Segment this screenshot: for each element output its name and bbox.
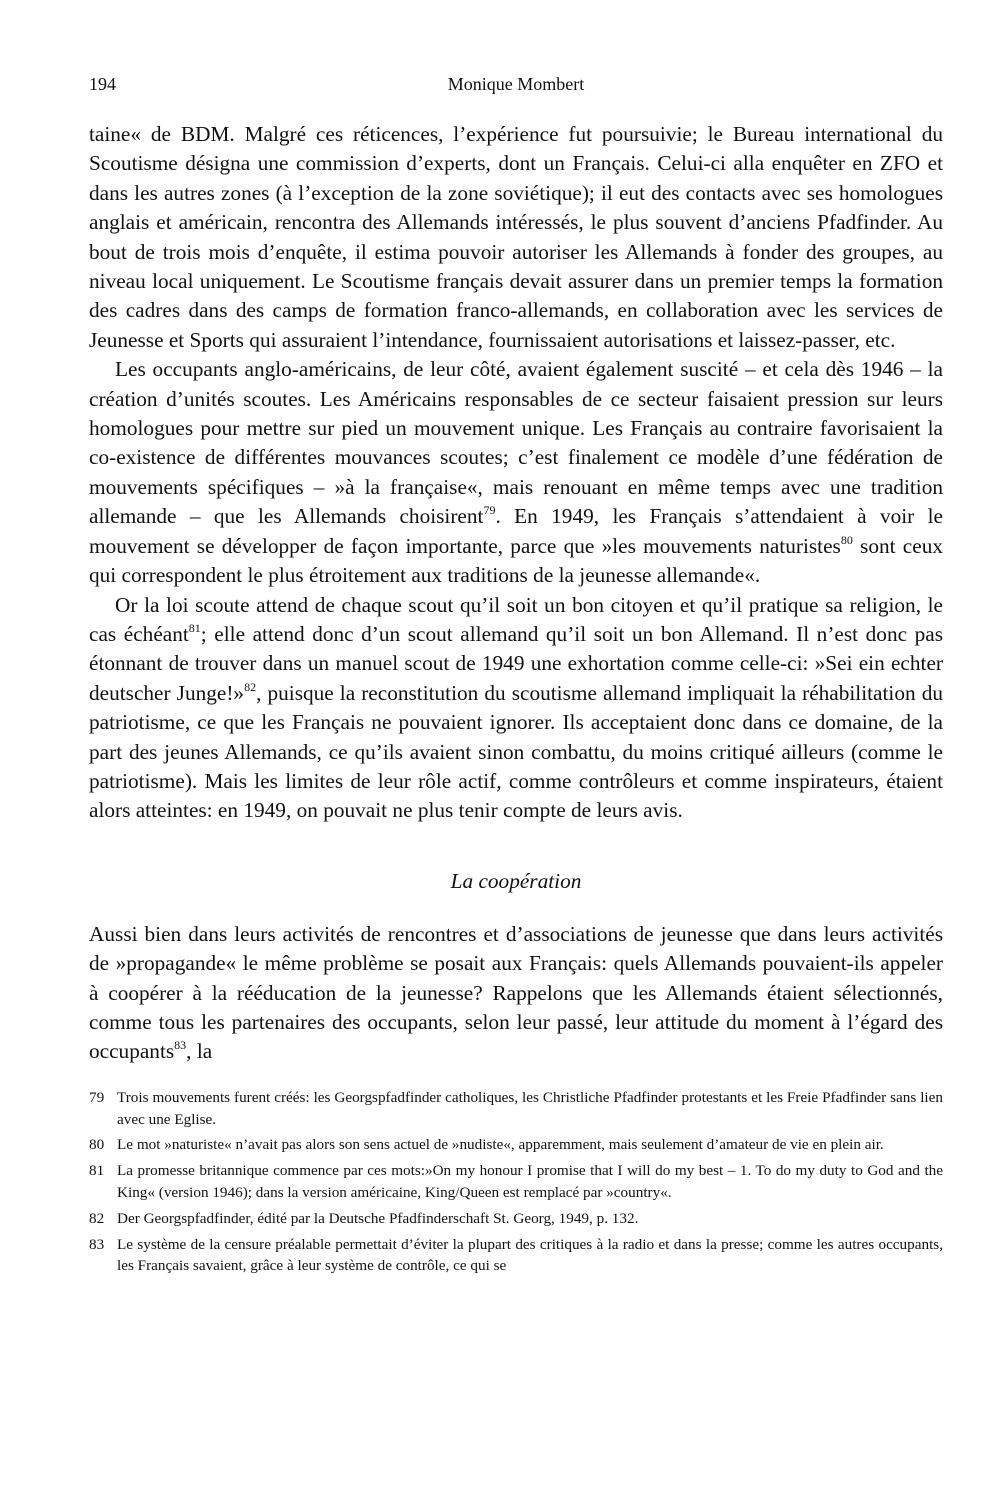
page-number: 194 [89, 74, 116, 94]
footnote-number: 79 [89, 1088, 105, 1106]
section-heading: La coopération [450, 868, 582, 893]
footnote-number: 80 [89, 1136, 105, 1154]
footnote-text: Le système de la censure préalable permettait d’éviter la plupart des critiques à la radio et dans la presse; comme les autres occupants, les Français savaient, grâce à leur système de contrôle, ce qui se [117, 1235, 943, 1275]
footnote [89, 1134, 943, 1156]
footnote-ref-80: 80 [840, 532, 853, 547]
paragraph-2-text-a: Les occupants anglo-américains, de leur côté, avaient également suscité – et cela dès 1946 – la création d’unités scoutes. Les Américains responsables de ce secteur faisaient pression sur leurs homologues pour mettre sur pied un mouvement unique. Les Français au contraire favorisaient la co-existence de différentes mouvances scoutes; c’est finalement ce modèle d’une fédération de mouvements spécifiques – »à la française«, mais renouant en même temps avec une tradition allemande – que les Allemands choisirent [89, 357, 943, 529]
footnote [89, 1160, 943, 1204]
paragraph-3 [89, 591, 943, 826]
paragraph-2-text-b: . En 1949, les Français s’attendaient à voir le mouvement se développer de façon importante, parce que »les mouvements naturistes [89, 504, 943, 558]
paragraph-2-text-c: sont ceux qui correspondent le plus étroitement aux traditions de la jeunesse allemande«. [89, 533, 943, 588]
page-header [89, 74, 943, 102]
page [89, 74, 943, 1281]
footnote-number: 83 [89, 1235, 105, 1253]
paragraph-4-text-a: Aussi bien dans leurs activités de rencontres et d’associations de jeunesse que dans leurs activités de »propagande« le même problème se posait aux Français: quels Allemands pouvaient-ils appeler à coopérer à la rééducation de la jeunesse? Rappelons que les Allemands étaient sélectionnés, comme tous les partenaires des occupants, selon leur passé, leur attitude du moment à l’égard des occupants [89, 921, 943, 1064]
paragraph-4 [89, 920, 943, 1067]
body-text [89, 120, 943, 1067]
footnote-text: Der Georgspfadfinder, édité par la Deutsche Pfadfinderschaft St. Georg, 1949, p. 132. [117, 1209, 639, 1227]
paragraph-3-text-c: , puisque la reconstitution du scoutisme allemand impliquait la réhabilitation du patriotisme, ce que les Français ne pouvaient ignorer. Ils acceptaient donc dans ce domaine, de la part des jeunes Allemands, ce qu’ils avaient sinon combattu, du moins critiqué ailleurs (comme le patriotisme). Mais les limites de leur rôle actif, comme contrôleurs et comme inspirateurs, étaient alors atteintes: en 1949, on pouvait ne plus tenir compte de leurs avis. [89, 680, 943, 823]
footnote [89, 1087, 943, 1131]
paragraph-3-text-a: Or la loi scoute attend de chaque scout qu’il soit un bon citoyen et qu’il pratique sa religion, le cas échéant [89, 592, 943, 646]
footnote-text: Le mot »naturiste« n’avait pas alors son sens actuel de »nudiste«, apparemment, mais seulement d’amateur de vie en plein air. [117, 1136, 884, 1154]
footnote-ref-83: 83 [174, 1038, 187, 1053]
paragraph-1 [89, 120, 943, 355]
footnote-text: Trois mouvements furent créés: les Georgspfadfinder catholiques, les Christliche Pfadfinder protestants et les Freie Pfadfinder sans lien avec une Eglise. [117, 1088, 943, 1128]
paragraph-3-text-b: ; elle attend donc d’un scout allemand qu’il soit un bon Allemand. Il n’est donc pas étonnant de trouver dans un manuel scout de 1949 une exhortation comme celle-ci: »Sei ein echter deutscher Junge!» [89, 621, 944, 705]
footnotes [89, 1087, 943, 1277]
footnote-ref-79: 79 [483, 503, 496, 518]
footnote-ref-81: 81 [188, 620, 201, 635]
footnote [89, 1234, 943, 1278]
paragraph-4-text-b: , la [186, 1039, 213, 1064]
footnote-number: 82 [89, 1209, 105, 1227]
footnote-number: 81 [89, 1162, 105, 1180]
running-head: Monique Mombert [447, 74, 585, 94]
footnote-ref-82: 82 [244, 679, 257, 694]
paragraph-2 [89, 355, 943, 590]
footnote-text: La promesse britannique commence par ces mots:»On my honour I promise that I will do my best – 1. To do my duty to God and the King« (version 1946); dans la version américaine, King/Queen est remplacé par »country«. [117, 1162, 943, 1201]
paragraph-1-text: taine« de BDM. Malgré ces réticences, l’expérience fut poursuivie; le Bureau international du Scoutisme désigna une commission d’experts, dont un Français. Celui-ci alla enquêter en ZFO et dans les autres zones (à l’exception de la zone soviétique); il eut des contacts avec ses homologues anglais et américain, rencontra des Allemands intéressés, le plus souvent d’anciens Pfadfinder. Au bout de trois mois d’enquête, il estima pouvoir autoriser les Allemands à fonder des groupes, au niveau local uniquement. Le Scoutisme français devait assurer dans un premier temps la formation des cadres dans des camps de formation franco-allemands, en collaboration avec les services de Jeunesse et Sports qui assuraient l’intendance, fournissaient autorisations et laissez-passer, etc. [89, 122, 943, 352]
footnote [89, 1208, 943, 1230]
